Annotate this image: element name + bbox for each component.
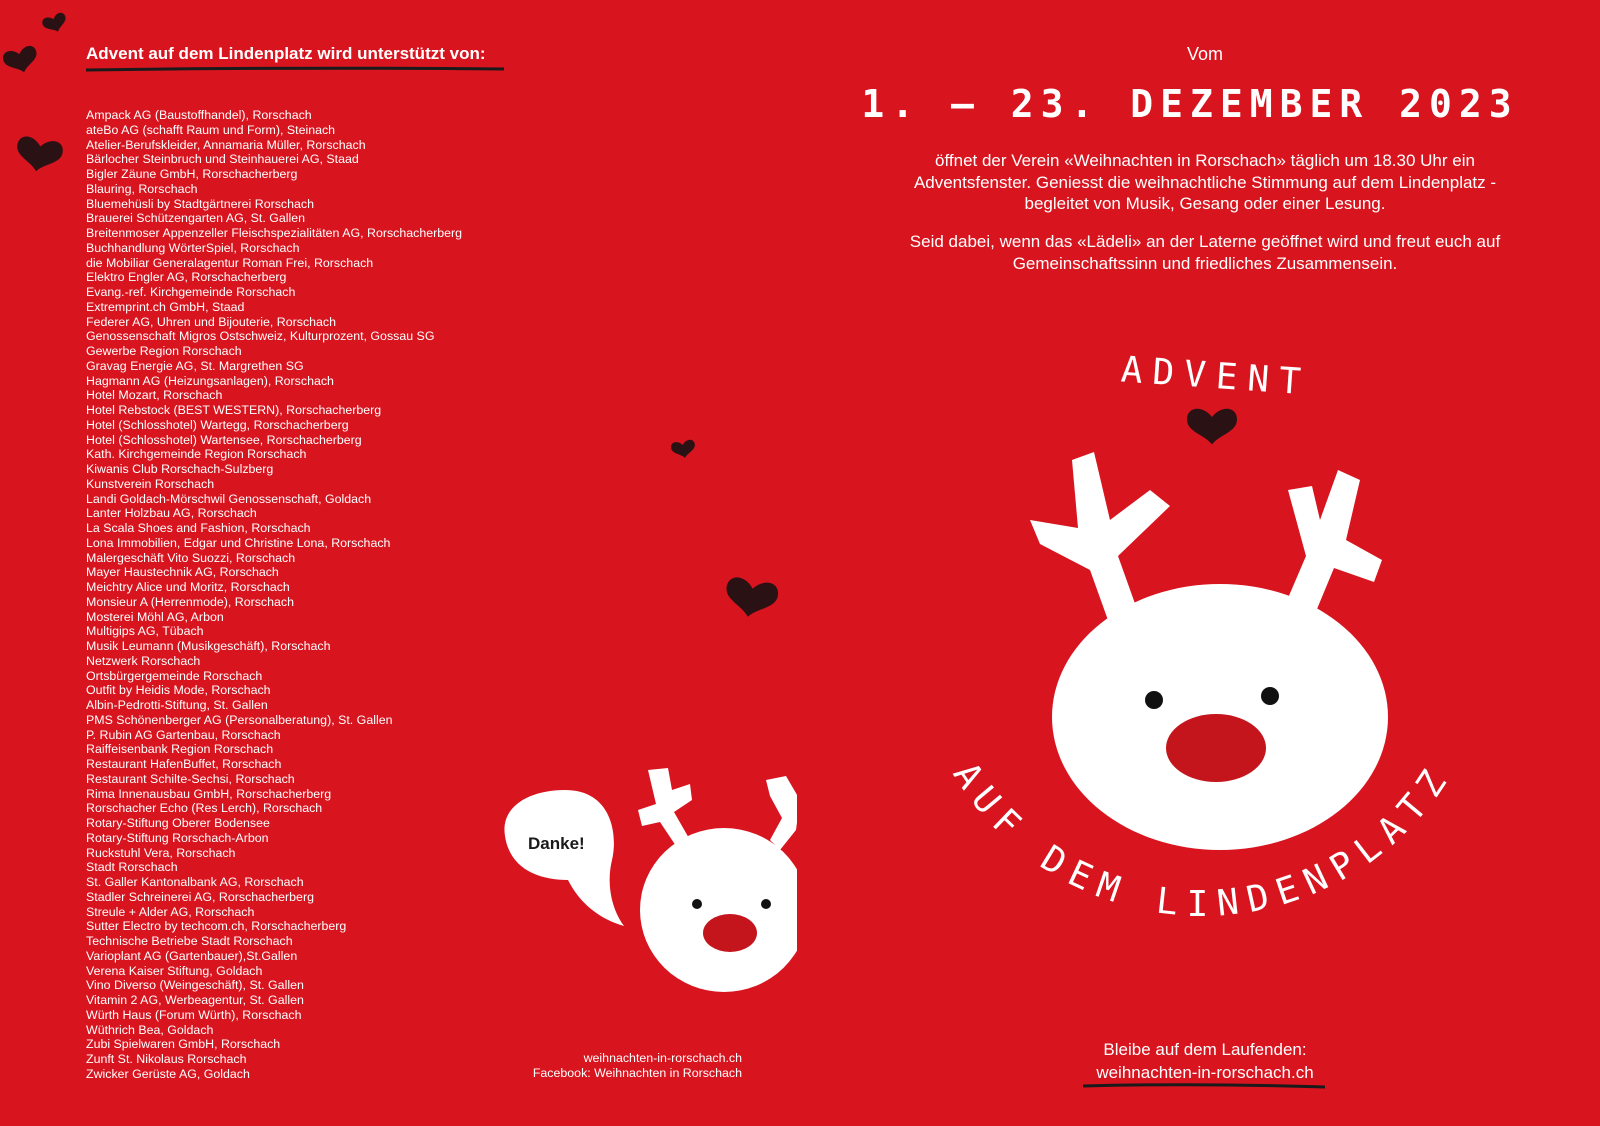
speech-bubble-shape xyxy=(504,790,624,926)
sponsor-item: Würth Haus (Forum Würth), Rorschach xyxy=(86,1007,302,1022)
sponsor-item: Monsieur A (Herrenmode), Rorschach xyxy=(86,594,294,609)
sponsor-item: Mayer Haustechnik AG, Rorschach xyxy=(86,565,279,580)
event-intro-text-2: Seid dabei, wenn das «Lädeli» an der Laterne geöffnet wird und freut euch auf Gemeinschaftssinn und friedliches Zusammensein. xyxy=(909,232,1501,273)
sponsor-item: Hotel Rebstock (BEST WESTERN), Rorschacherberg xyxy=(86,403,382,417)
middle-footer xyxy=(533,1051,742,1081)
sponsor-item: Bluemehüsli by Stadtgärtnerei Rorschach xyxy=(86,196,314,211)
sponsor-item: Zubi Spielwaren GmbH, Rorschach xyxy=(86,1037,281,1052)
event-dates-title: 1. – 23. DEZEMBER 2023 xyxy=(861,82,1519,126)
sponsor-item: Raiffeisenbank Region Rorschach xyxy=(86,742,274,757)
sponsor-item: Sutter Electro by techcom.ch, Rorschacherberg xyxy=(86,919,347,934)
sponsor-item: Extremprint.ch GmbH, Staad xyxy=(86,299,245,314)
sponsor-item: die Mobiliar Generalagentur Roman Frei, Rorschach xyxy=(86,255,374,270)
sponsor-item: Ortsbürgergemeinde Rorschach xyxy=(86,668,263,683)
sponsor-item: Hotel (Schlosshotel) Wartensee, Rorschacherberg xyxy=(86,432,362,447)
sponsor-item: Ampack AG (Baustoffhandel), Rorschach xyxy=(86,108,312,122)
sponsor-item: Hagmann AG (Heizungsanlagen), Rorschach xyxy=(86,373,334,388)
sponsor-item: Gravag Energie AG, St. Margrethen SG xyxy=(86,358,304,373)
sponsor-item: Bigler Zäune GmbH, Rorschacherberg xyxy=(86,167,298,181)
sponsors-heading: Advent auf dem Lindenplatz wird unterstützt von: xyxy=(86,44,486,63)
sponsor-item: Rorschacher Echo (Res Lerch), Rorschach xyxy=(86,801,323,816)
sponsor-item: ateBo AG (schafft Raum und Form), Steinach xyxy=(86,122,336,137)
sponsor-item: Stadler Schreinerei AG, Rorschacherberg xyxy=(86,889,314,904)
sponsor-item: Wüthrich Bea, Goldach xyxy=(86,1022,214,1037)
sponsor-item: Kunstverein Rorschach xyxy=(86,476,215,491)
sponsor-item: Zunft St. Nikolaus Rorschach xyxy=(86,1052,247,1066)
sponsor-item: Brauerei Schützengarten AG, St. Gallen xyxy=(86,211,306,226)
sponsor-item: Breitenmoser Appenzeller Fleischspezialitäten AG, Rorschacherberg xyxy=(86,226,463,240)
sponsor-item: Atelier-Berufskleider, Annamaria Müller, Rorschach xyxy=(86,137,366,152)
event-intro-text: öffnet der Verein «Weihnachten in Rorschach» täglich um 18.30 Uhr ein Adventsfenster. Geniesst die weihnachtliche Stimmung auf dem Lindenplatz - begleitet von Musik, Gesang oder einer Lesung. xyxy=(913,151,1497,213)
sponsor-item: Musik Leumann (Musikgeschäft), Rorschach xyxy=(86,639,331,653)
sponsor-item: P. Rubin AG Gartenbau, Rorschach xyxy=(86,727,281,742)
big-reindeer-illustration xyxy=(1030,452,1388,850)
sponsor-item: Genossenschaft Migros Ostschweiz, Kulturprozent, Gossau SG xyxy=(86,329,435,344)
footer-website-link[interactable]: weihnachten-in-rorschach.ch xyxy=(583,1051,742,1065)
sponsor-item: Kiwanis Club Rorschach-Sulzberg xyxy=(86,462,274,476)
sponsor-item: Netzwerk Rorschach xyxy=(86,653,201,668)
sponsor-item: Verena Kaiser Stiftung, Goldach xyxy=(86,963,263,978)
sponsor-item: Rima Innenausbau GmbH, Rorschacherberg xyxy=(86,786,332,801)
sponsor-item: Restaurant HafenBuffet, Rorschach xyxy=(86,757,282,771)
sponsor-item: Mosterei Möhl AG, Arbon xyxy=(86,609,224,624)
sponsor-item: Vitamin 2 AG, Werbeagentur, St. Gallen xyxy=(86,993,304,1007)
sponsor-item: Lanter Holzbau AG, Rorschach xyxy=(86,506,257,521)
sponsor-item: Hotel Mozart, Rorschach xyxy=(86,388,223,403)
sponsor-item: Albin-Pedrotti-Stiftung, St. Gallen xyxy=(86,698,268,712)
logo-arc-text: AUF DEM LINDENPLATZ xyxy=(944,755,1461,925)
sponsor-item: Zwicker Gerüste AG, Goldach xyxy=(86,1066,250,1081)
sponsor-item: Malergeschäft Vito Suozzi, Rorschach xyxy=(86,550,296,565)
sponsors-list xyxy=(86,108,462,1082)
sponsor-item: Hotel (Schlosshotel) Wartegg, Rorschacherberg xyxy=(86,417,349,432)
stay-informed-label: Bleibe auf dem Laufenden: xyxy=(1103,1040,1307,1059)
heading-underline xyxy=(86,68,504,70)
sponsor-item: Multigips AG, Tübach xyxy=(86,624,204,639)
sponsor-item: Bärlocher Steinbruch und Steinhauerei AG, Staad xyxy=(86,152,359,167)
sponsor-item: Evang.-ref. Kirchgemeinde Rorschach xyxy=(86,285,296,299)
sponsor-item: Meichtry Alice und Moritz, Rorschach xyxy=(86,580,290,594)
sponsor-item: Outfit by Heidis Mode, Rorschach xyxy=(86,683,271,698)
sponsor-item: Varioplant AG (Gartenbauer),St.Gallen xyxy=(86,948,298,963)
sponsor-item: La Scala Shoes and Fashion, Rorschach xyxy=(86,521,311,535)
sponsor-item: Ruckstuhl Vera, Rorschach xyxy=(86,845,236,860)
sponsor-item: Landi Goldach-Mörschwil Genossenschaft, Goldach xyxy=(86,491,372,506)
logo-advent-word: ADVENT xyxy=(1119,349,1313,404)
sponsor-item: Kath. Kirchgemeinde Region Rorschach xyxy=(86,447,307,462)
sponsor-item: Federer AG, Uhren und Bijouterie, Rorschach xyxy=(86,314,337,329)
sponsor-item: Rotary-Stiftung Rorschach-Arbon xyxy=(86,830,269,845)
sponsor-item: Rotary-Stiftung Oberer Bodensee xyxy=(86,816,270,830)
sponsor-item: Blauring, Rorschach xyxy=(86,181,198,196)
sponsor-item: Lona Immobilien, Edgar und Christine Lona, Rorschach xyxy=(86,535,391,550)
footer-facebook-text: Facebook: Weihnachten in Rorschach xyxy=(532,1066,742,1080)
speech-bubble-text: Danke! xyxy=(528,834,585,853)
sponsor-item: Elektro Engler AG, Rorschacherberg xyxy=(86,270,287,285)
sponsor-item: PMS Schönenberger AG (Personalberatung), St. Gallen xyxy=(86,712,393,727)
sponsor-item: Stadt Rorschach xyxy=(86,860,178,875)
sponsor-item: St. Galler Kantonalbank AG, Rorschach xyxy=(86,875,304,889)
sponsor-item: Gewerbe Region Rorschach xyxy=(86,344,242,358)
website-underline xyxy=(1083,1085,1325,1087)
sponsor-item: Streule + Alder AG, Rorschach xyxy=(86,904,255,919)
sponsor-item: Buchhandlung WörterSpiel, Rorschach xyxy=(86,240,300,255)
sponsor-item: Restaurant Schilte-Sechsi, Rorschach xyxy=(86,771,295,786)
small-reindeer-illustration xyxy=(638,768,808,992)
website-link[interactable]: weihnachten-in-rorschach.ch xyxy=(1096,1063,1314,1082)
sponsor-item: Vino Diverso (Weingeschäft), St. Gallen xyxy=(86,978,304,993)
date-prefix: Vom xyxy=(1186,44,1224,64)
sponsor-item: Technische Betriebe Stadt Rorschach xyxy=(86,934,293,948)
